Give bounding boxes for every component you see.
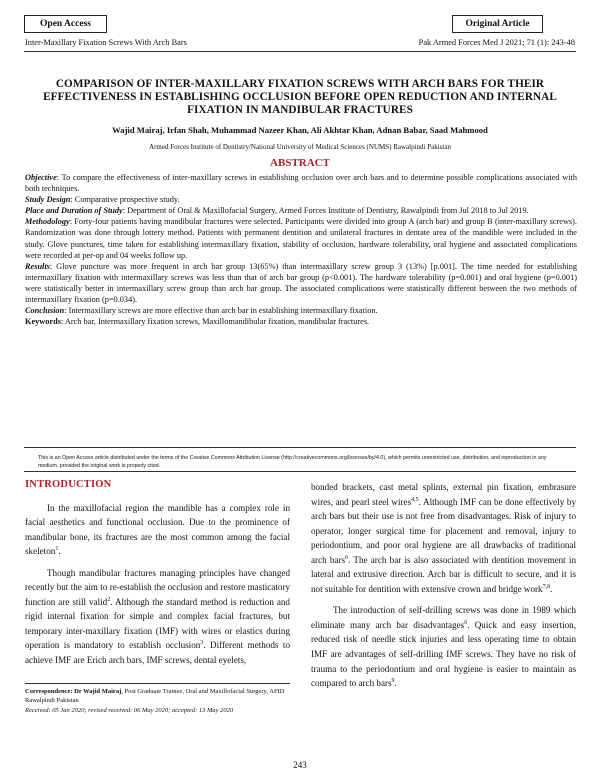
intro-p4-text-b: . Quick and easy insertion, reduced risk of needle stick injuries and less operating time to obtain IMF are advantages of self-drilling IMF screws. They have no risk of trauma to the periodontium and oral hygiene is easier to maintain as compared to arch bars [311, 619, 576, 689]
intro-paragraph-1: In the maxillofacial region the mandible has a complex role in facial aesthetics and functional occlusion. Due to the prominence of mandibular bone, its fractures are the most common among the facial skeleton$^1$. [25, 502, 290, 557]
intro-p4-text: The introduction of self-drilling screws was done in 1989 which eliminate many arch bar disadvantages [311, 605, 576, 630]
page-number: 243 [293, 760, 307, 770]
place-label: Place and Duration of Study [25, 206, 123, 216]
correspondence-label: Correspondence: Dr Wajid Mairaj [25, 688, 122, 695]
citation-ref: 6 [464, 619, 468, 626]
running-title: Inter-Maxillary Fixation Screws With Arch Bars [25, 38, 187, 47]
author-list: Wajid Mairaj, Irfan Shah, Muhammad Nazeer Khan, Ali Akhtar Khan, Adnan Babar, Saad Mahmood [112, 125, 488, 135]
citation-ref: 6 [345, 554, 349, 561]
conclusion-label: Conclusion [25, 306, 65, 316]
open-access-badge: Open Access [24, 15, 107, 33]
body-column-left [25, 478, 290, 675]
intro-paragraph-2 [25, 566, 290, 668]
conclusion-text: : Intermaxillary screws are more effective than arch bar in establishing intermaxillary fixation. [64, 306, 378, 316]
received-dates: Received: 05 Jan 2020; revised received: 06 May 2020; accepted: 13 May 2020 [25, 706, 234, 714]
abstract-keywords [25, 316, 577, 327]
article-type-badge: Original Article [452, 15, 543, 33]
citation-ref: 1 [55, 546, 59, 553]
citation-ref: 4,5 [411, 496, 419, 503]
journal-citation: Pak Armed Forces Med J 2021; 71 (1): 243-48 [418, 38, 575, 47]
citation-ref: 2 [107, 596, 111, 603]
body-column-right [311, 480, 576, 698]
abstract-heading: ABSTRACT [270, 157, 330, 169]
correspondence-note [25, 687, 290, 715]
results-label: Results [25, 261, 50, 271]
abstract-results [25, 261, 577, 305]
intro-p2-text-c: . Different methods to achieve IMF are Erich arch bars, IMF screws, dental eyelets, [25, 640, 290, 666]
article-title: COMPARISON OF INTER-MAXILLARY FIXATION SCREWS WITH ARCH BARS FOR THEIR EFFECTIVENESS IN ESTABLISHING OCCLUSION BEFORE OPEN REDUCTION AND INTERNAL FIXATION IN MANDIBULAR FRACTURES [43, 78, 557, 117]
intro-paragraph-3: The introduction of self-drilling screws was done in 1989 which eliminate many arch bar disadvantages$^6$. Quick and easy insertion, reduced risk of needle stick injuries and less operating time to obtain IMF are advantages of self-drilling IMF screws. They have no risk of trauma to the periodontium and oral hygiene is easier to maintain as compared to arch bars$^9$. [311, 605, 576, 689]
correspondence-text: , Post Graduate Trainee, Oral and Maxillofacial Surgery, AFID Rawalpindi Pakistan [25, 688, 285, 705]
keywords-text: : Arch bar, Intermaxillary fixation screws, Maxillomandibular fixation, mandibular fractures. [60, 317, 370, 327]
design-text: : Comparative prospective study. [70, 195, 180, 205]
intro-p3-text-c: . The arch bar is also associated with dentition movement in lateral and extrusive direction. Arch bar is difficult to secure, and it is not suitable for dentition with extensive crown and bridge work [311, 554, 577, 594]
intro-p3-text: bonded brackets, cast metal splints, external pin fixation, embrasure wires, and pearl steel wires [311, 482, 576, 507]
abstract-design [25, 194, 577, 205]
objective-label: Objective [25, 173, 57, 182]
methodology-text: : Forty-four patients having mandibular fractures were selected. Participants were divided into group A (arch bar) and group B (inter-maxillary screws). Randomization was done through lottery method. Patients with permanent dentition and unilateral fractures in dentate area of the mandible were included in the study. Glove punctures, time taken for establishing intermaxillary fixation, stability of occlusion, hardware tolerability, oral hygiene and associated complications were recorded at per-op and 04 weeks follow up. [25, 217, 577, 260]
objective-text: : To compare the effectiveness of inter-maxillary screws in establishing occlusion over arch bars and to determine possible complications associated with both techniques. [25, 173, 577, 194]
affiliation: Armed Forces Institute of Dentistry/National University of Medical Sciences (NUMS) Rawalpindi Pakistan [149, 143, 451, 151]
abstract-body [25, 172, 577, 327]
abstract-methodology [25, 216, 577, 260]
introduction-heading: INTRODUCTION [25, 479, 112, 490]
abstract-objective [25, 172, 577, 194]
keywords-label: Keywords [25, 317, 61, 327]
license-notice: This is an Open Access article distributed under the terms of the Creative Commons Attribution License (http://creativecommons.org/licenses/by/4.0), which permits unrestricted use, distribution, and reproduction in any medium, provided the original work is properly cited. [38, 455, 547, 469]
intro-p2-text-b: . Although the standard method is reduction and rigid internal fixation for simple and complex facial fractures, but temporary inter-maxillary fixation (IMF) with wires or elastics during operation is mandatory to establish occlusion [25, 596, 290, 651]
results-text: : Glove puncture was more frequent in arch bar group 13(65%) than intermaxillary screw group 3 (13%) [p.001]. The time needed for establishing intermaxillary fixation with intermaxillary screws was less than that of arch bar group (p<0.001). The hardware tolerability (p=0.001) and oral hygiene (p=0.001) were statistically better in intermaxillary screw group than arch bar group. The associated complications were statistically different between the two methods of intermaxillary fixation (p=0.034). [25, 261, 577, 305]
place-text: : Department of Oral & Maxillofacial Surgery, Armed Forces Institute of Dentistry, Rawalpindi from Jul 2018 to Jul 2019. [122, 206, 529, 216]
methodology-label: Methodology [25, 217, 70, 227]
license-rule-bottom [24, 471, 576, 472]
header-rule [24, 51, 576, 52]
citation-ref: 3 [200, 640, 204, 647]
correspondence-rule [25, 683, 290, 684]
intro-p3-text-b: . Although IMF can be done effectively by arch bars but their use is not free from disadvantages. Risk of injury to operator, longer surgical time for placement and removal, injury to periodontium, and poor oral hygiene are all drawbacks of traditional arch bars [311, 496, 576, 565]
citation-ref: 9 [391, 678, 395, 685]
intro-paragraph-2-continued: bonded brackets, cast metal splints, external pin fixation, embrasure wires, and pearl steel wires$^{4,5}$. Although IMF can be done effectively by arch bars but their use is not free from disadvantages. Risk of injury to operator, longer surgical time for placement and removal, injury to periodontium, and poor oral hygiene are all drawbacks of traditional arch bars$^6$. The arch bar is also associated with dentition movement in lateral and extrusive direction. Arch bar is difficult to secure, and it is not suitable for dentition with extensive crown and bridge work$^{7,8}$. [311, 482, 577, 594]
abstract-conclusion [25, 305, 577, 316]
abstract-place [25, 205, 577, 216]
citation-ref: 7,8 [542, 583, 551, 590]
design-label: Study Design [25, 195, 71, 205]
license-rule-top [24, 447, 576, 448]
intro-p1-text: In the maxillofacial region the mandible has a complex role in facial aesthetics and functional occlusion. Due to the prominence of mandibular bone, its fractures are the most common among the facial skeleton [25, 502, 290, 557]
intro-p2-text: Though mandibular fractures managing principles have changed recently but the aim to re-establish the occlusion and restore masticatory function are still valid [25, 567, 290, 607]
